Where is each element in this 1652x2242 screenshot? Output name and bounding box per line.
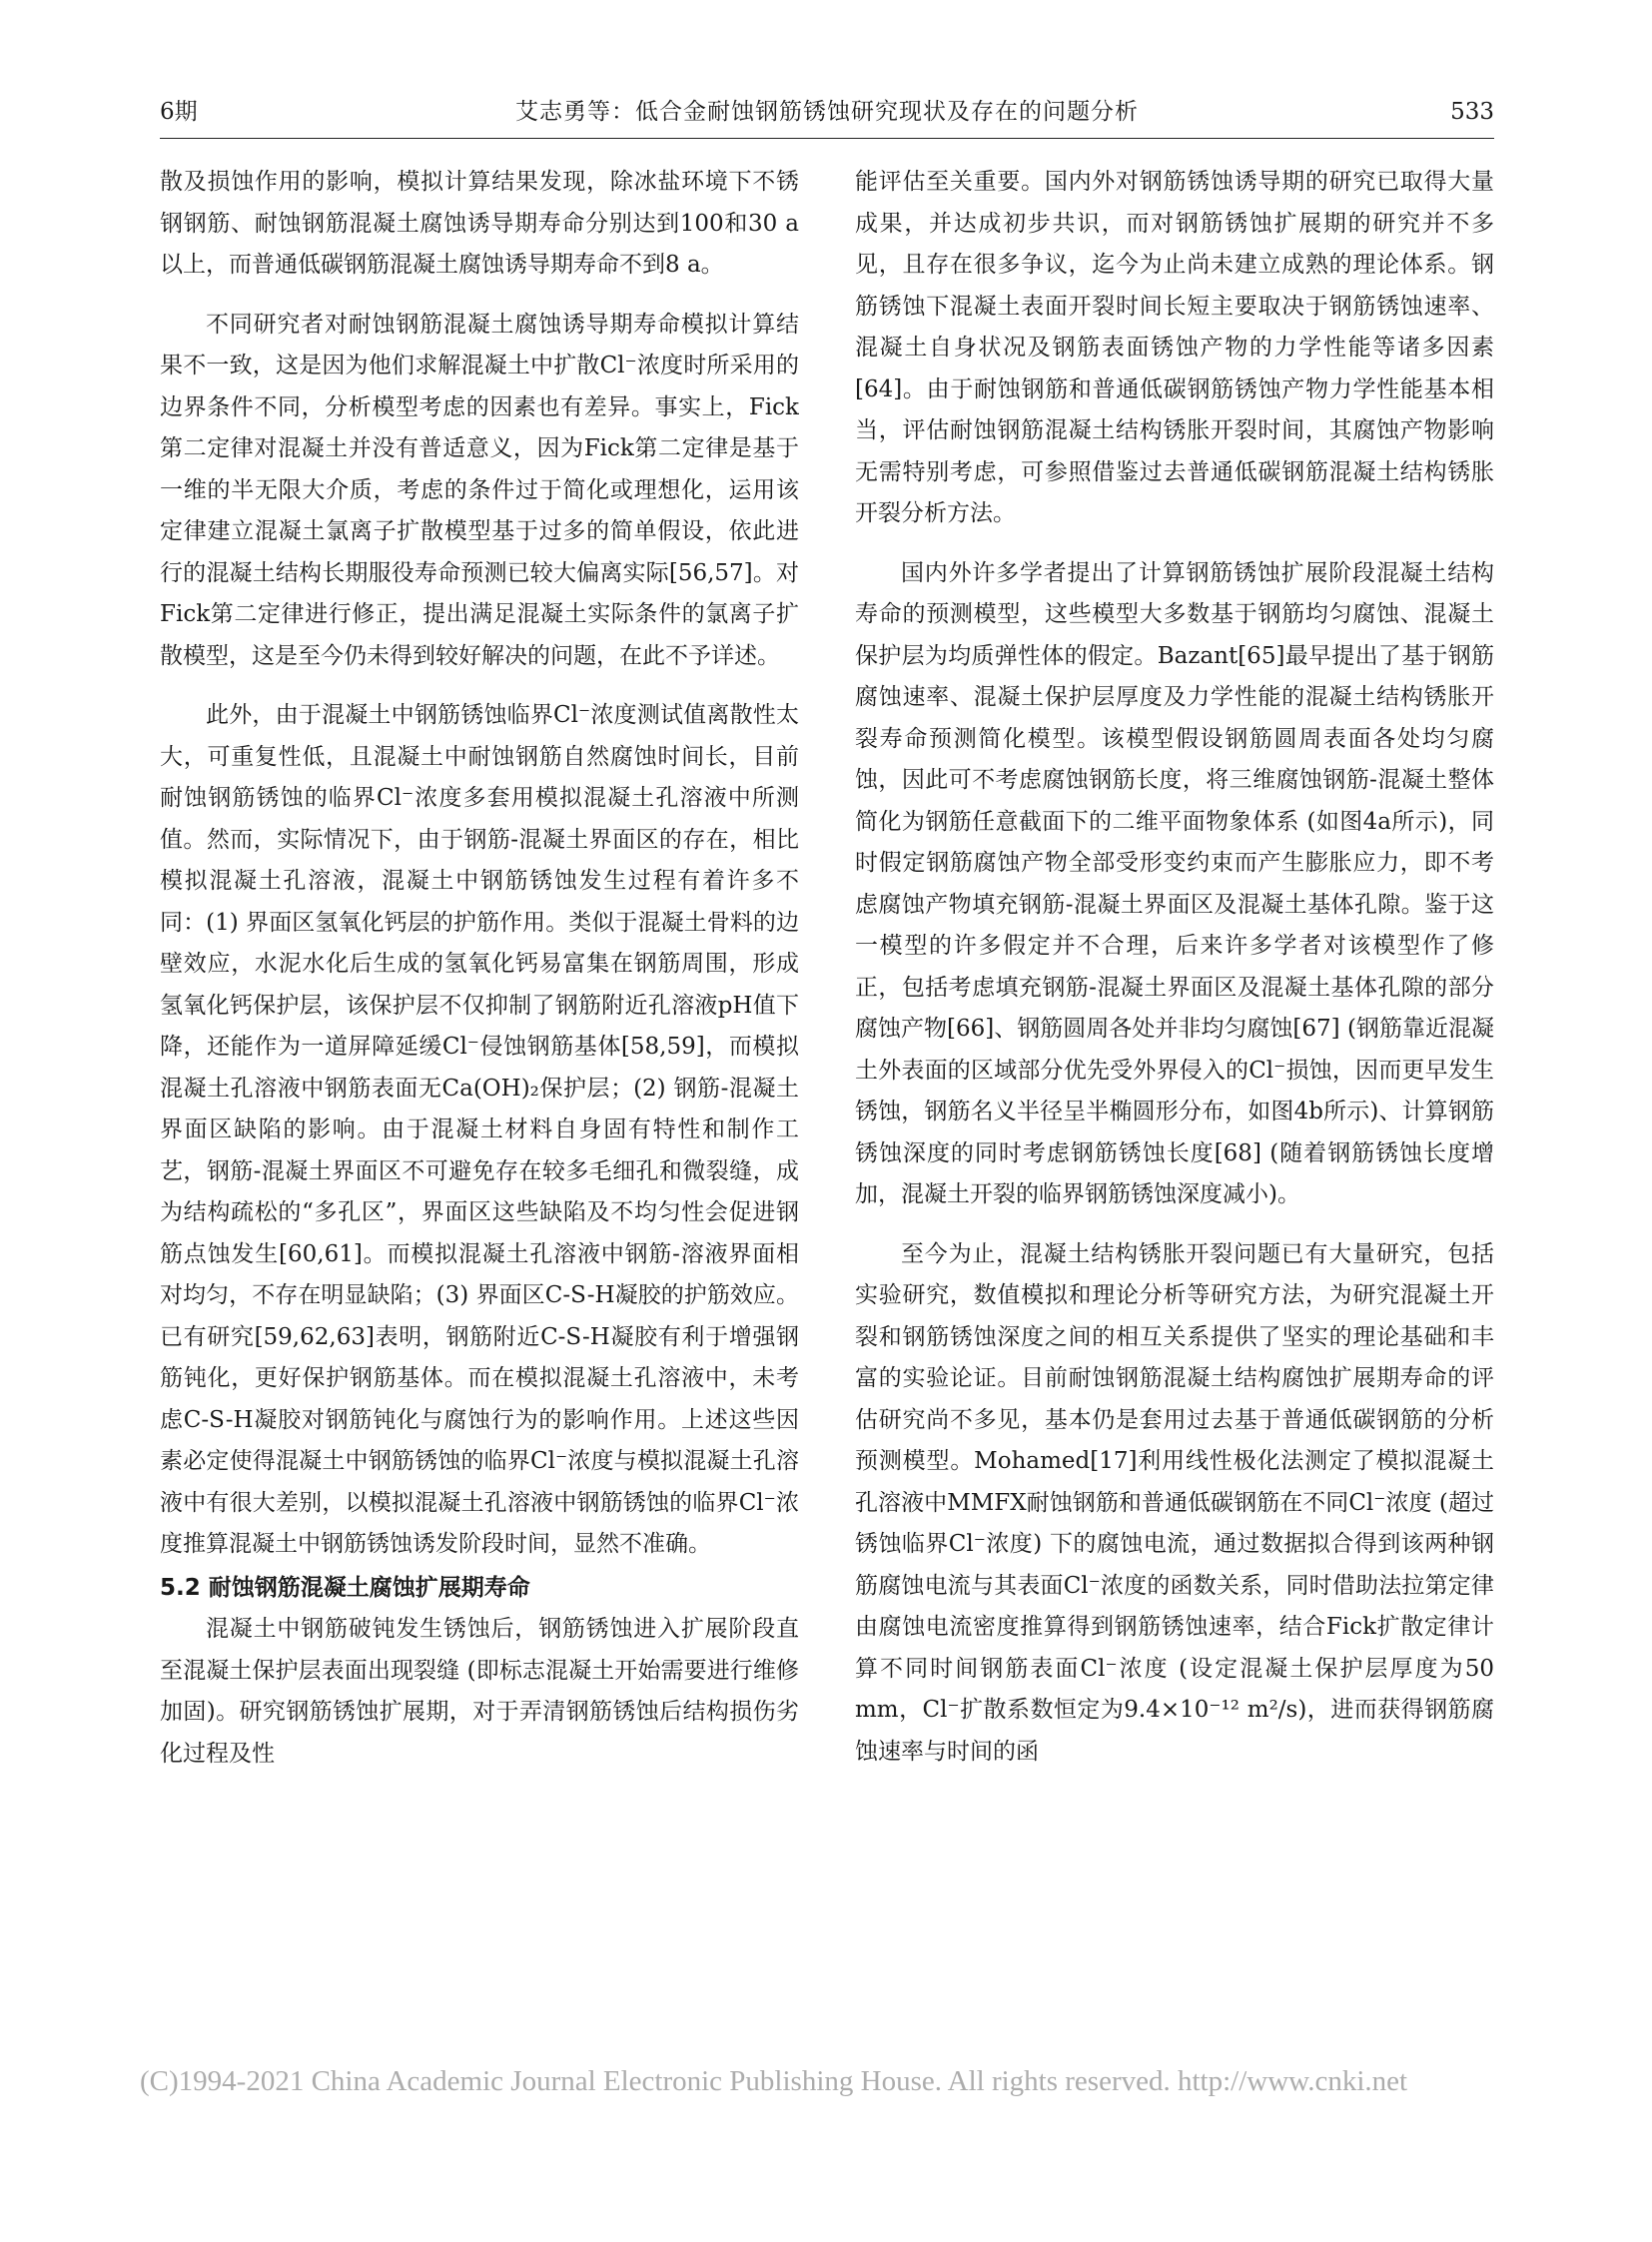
running-header	[160, 92, 1494, 132]
section-heading: 5.2 耐蚀钢筋混凝土腐蚀扩展期寿命	[160, 1574, 530, 1601]
left-column	[160, 162, 799, 2099]
page-number: 533	[1450, 99, 1494, 125]
paragraph: 国内外许多学者提出了计算钢筋锈蚀扩展阶段混凝土结构寿命的预测模型，这些模型大多数基于钢筋均匀腐蚀、混凝土保护层为均质弹性体的假定。Bazant[65]最早提出了基于钢筋腐蚀速率、混凝土保护层厚度及力学性能的混凝土结构锈胀开裂寿命预测简化模型。该模型假设钢筋圆周表面各处均匀腐蚀，因此可不考虑腐蚀钢筋长度，将三维腐蚀钢筋-混凝土整体简化为钢筋任意截面下的二维平面物象体系 (如图4a所示)，同时假定钢筋腐蚀产物全部受形变约束而产生膨胀应力，即不考虑腐蚀产物填充钢筋-混凝土界面区及混凝土基体孔隙。鉴于这一模型的许多假定并不合理，后来许多学者对该模型作了修正，包括考虑填充钢筋-混凝土界面区及混凝土基体孔隙的部分腐蚀产物[66]、钢筋圆周各处并非均匀腐蚀[67] (钢筋靠近混凝土外表面的区域部分优先受外界侵入的Cl⁻损蚀，因而更早发生锈蚀，钢筋名义半径呈半椭圆形分布，如图4b所示)、计算钢筋锈蚀深度的同时考虑钢筋锈蚀长度[68] (随着钢筋锈蚀长度增加，混凝土开裂的临界钢筋锈蚀深度减小)。	[855, 559, 1494, 1207]
paragraph: 此外，由于混凝土中钢筋锈蚀临界Cl⁻浓度测试值离散性太大，可重复性低，且混凝土中耐蚀钢筋自然腐蚀时间长，目前耐蚀钢筋锈蚀的临界Cl⁻浓度多套用模拟混凝土孔溶液中所测值。然而，实际情况下，由于钢筋-混凝土界面区的存在，相比模拟混凝土孔溶液，混凝土中钢筋锈蚀发生过程有着许多不同：(1) 界面区氢氧化钙层的护筋作用。类似于混凝土骨料的边壁效应，水泥水化后生成的氢氧化钙易富集在钢筋周围，形成氢氧化钙保护层，该保护层不仅抑制了钢筋附近孔溶液pH值下降，还能作为一道屏障延缓Cl⁻侵蚀钢筋基体[58,59]，而模拟混凝土孔溶液中钢筋表面无Ca(OH)₂保护层；(2) 钢筋-混凝土界面区缺陷的影响。由于混凝土材料自身固有特性和制作工艺，钢筋-混凝土界面区不可避免存在较多毛细孔和微裂缝，成为结构疏松的“多孔区”，界面区这些缺陷及不均匀性会促进钢筋点蚀发生[60,61]。而模拟混凝土孔溶液中钢筋-溶液界面相对均匀，不存在明显缺陷；(3) 界面区C-S-H凝胶的护筋效应。已有研究[59,62,63]表明，钢筋附近C-S-H凝胶有利于增强钢筋钝化，更好保护钢筋基体。而在模拟混凝土孔溶液中，未考虑C-S-H凝胶对钢筋钝化与腐蚀行为的影响作用。上述这些因素必定使得混凝土中钢筋锈蚀的临界Cl⁻浓度与模拟混凝土孔溶液中有很大差别，以模拟混凝土孔溶液中钢筋锈蚀的临界Cl⁻浓度推算混凝土中钢筋锈蚀诱发阶段时间，显然不准确。	[160, 702, 799, 1557]
paragraph: 散及损蚀作用的影响，模拟计算结果发现，除冰盐环境下不锈钢钢筋、耐蚀钢筋混凝土腐蚀诱导期寿命分别达到100和30 a以上，而普通低碳钢筋混凝土腐蚀诱导期寿命不到8 a。	[160, 169, 799, 278]
paragraph: 混凝土中钢筋破钝发生锈蚀后，钢筋锈蚀进入扩展阶段直至混凝土保护层表面出现裂缝 (即标志混凝土开始需要进行维修加固)。研究钢筋锈蚀扩展期，对于弄清钢筋锈蚀后结构损伤劣化过程及性	[160, 1616, 799, 1767]
issue-label: 6期	[160, 99, 198, 125]
running-title: 艾志勇等：低合金耐蚀钢筋锈蚀研究现状及存在的问题分析	[515, 99, 1139, 125]
paragraph: 能评估至关重要。国内外对钢筋锈蚀诱导期的研究已取得大量成果，并达成初步共识，而对钢筋锈蚀扩展期的研究并不多见，且存在很多争议，迄今为止尚未建立成熟的理论体系。钢筋锈蚀下混凝土表面开裂时间长短主要取决于钢筋锈蚀速率、混凝土自身状况及钢筋表面锈蚀产物的力学性能等诸多因素[64]。由于耐蚀钢筋和普通低碳钢筋锈蚀产物力学性能基本相当，评估耐蚀钢筋混凝土结构锈胀开裂时间，其腐蚀产物影响无需特别考虑，可参照借鉴过去普通低碳钢筋混凝土结构锈胀开裂分析方法。	[855, 169, 1494, 526]
right-column	[855, 162, 1494, 2099]
copyright-watermark: (C)1994-2021 China Academic Journal Electronic Publishing House. All rights reserved. http://www.cnki.net	[140, 2065, 1408, 2097]
paragraph: 至今为止，混凝土结构锈胀开裂问题已有大量研究，包括实验研究，数值模拟和理论分析等研究方法，为研究混凝土开裂和钢筋锈蚀深度之间的相互关系提供了坚实的理论基础和丰富的实验论证。目前耐蚀钢筋混凝土结构腐蚀扩展期寿命的评估研究尚不多见，基本仍是套用过去基于普通低碳钢筋的分析预测模型。Mohamed[17]利用线性极化法测定了模拟混凝土孔溶液中MMFX耐蚀钢筋和普通低碳钢筋在不同Cl⁻浓度 (超过锈蚀临界Cl⁻浓度) 下的腐蚀电流，通过数据拟合得到该两种钢筋腐蚀电流与其表面Cl⁻浓度的函数关系，同时借助法拉第定律由腐蚀电流密度推算得到钢筋锈蚀速率，结合Fick扩散定律计算不同时间钢筋表面Cl⁻浓度 (设定混凝土保护层厚度为50 mm，Cl⁻扩散系数恒定为9.4×10⁻¹² m²/s)，进而获得钢筋腐蚀速率与时间的函	[855, 1240, 1494, 1765]
paragraph: 不同研究者对耐蚀钢筋混凝土腐蚀诱导期寿命模拟计算结果不一致，这是因为他们求解混凝土中扩散Cl⁻浓度时所采用的边界条件不同，分析模型考虑的因素也有差异。事实上，Fick第二定律对混凝土并没有普适意义，因为Fick第二定律是基于一维的半无限大介质，考虑的条件过于简化或理想化，运用该定律建立混凝土氯离子扩散模型基于过多的简单假设，依此进行的混凝土结构长期服役寿命预测已较大偏离实际[56,57]。对Fick第二定律进行修正，提出满足混凝土实际条件的氯离子扩散模型，这是至今仍未得到较好解决的问题，在此不予详述。	[160, 311, 799, 669]
header-rule	[160, 138, 1494, 139]
